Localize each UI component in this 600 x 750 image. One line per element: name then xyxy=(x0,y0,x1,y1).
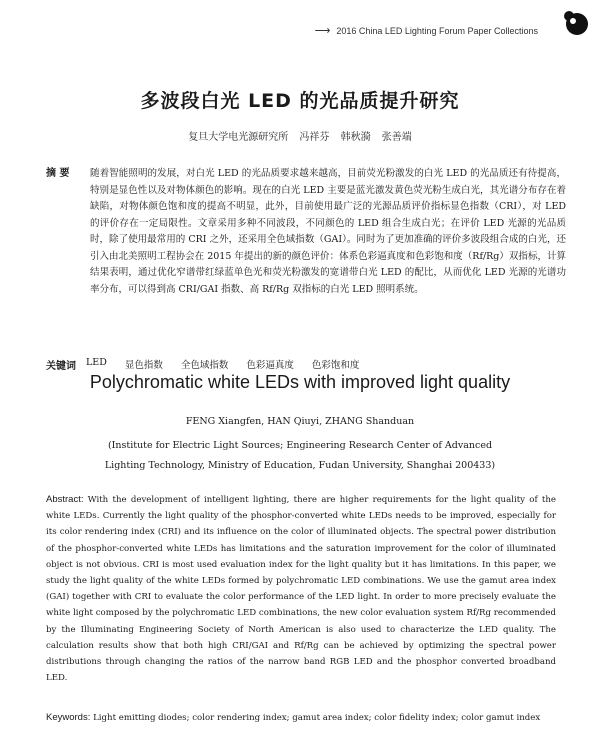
chinese-keywords-label: 关键词 xyxy=(46,361,76,372)
chinese-title: 多波段白光 LED 的光品质提升研究 xyxy=(140,90,460,112)
chinese-keyword: LED xyxy=(86,357,107,368)
english-abstract-text: With the development of intelligent lighting, there are higher requirements for the light quality of the white LEDs. Currently the light quality of the phosphor-converted white LEDs needs to be improved, especially for its color rendering index (CRI) and its influence on the color of illuminated objects. The spectral power distribution of the phosphor-converted white LEDs has limitations and the saturation improvement for the color of illuminated object is not obvious. CRI is most used evaluation index for the light quality but it has limitations. In this paper, we study the light quality of the white LEDs formed by polychromatic LED combinations. We use the gamut area index (GAI) together with CRI to evaluate the color performance of the LED light. In order to more precisely evaluate the white light composed by the polychromatic LED combinations, the new color evaluation system Rf/Rg recommended by the Illuminating Engineering Society of North American is also used to characterize the LED quality. The calculation results show that both high CRI/GAI and Rf/Rg can be achieved by optimizing the spectral power distributions through changing the ratios of the narrow band RGB LED and the phosphor converted broadband LED. xyxy=(46,495,557,684)
chinese-keyword: 色彩饱和度 xyxy=(311,360,360,371)
chinese-keyword: 显色指数 xyxy=(124,360,163,371)
chinese-abstract-text: 随着智能照明的发展，对白光 LED 的光品质要求越来越高，目前荧光粉激发的白光 LED 的光品质还有待提高，特别是显色性以及对物体颜色的影响。现在的白光 LED 主要是蓝光激发黄色荧光粉生成白光，其光谱分布存在着缺陷，对物体颜色饱和度的提高不明显，此外，目前使用最广泛的光源品质评价指标显色指数（CRI），对 LED 的评价存在一定局限性。文章采用多种不同波段，不同颜色的 LED 组合生成白光；在评价 LED 光源的光品质时，除了使用最常用的 CRI 之外，还采用全色域指数（GAI）。同时为了更加准确的评价多波段组合成的白光，还引入由北美照明工程协会在 2015 年提出的新的颜色评价：体系色彩逼真度和色彩饱和度（Rf/Rg）双指标，计算结果表明，通过优化窄谱带红绿蓝单色光和荧光粉激发的宽谱带白光 LED 的配比，从而优化 LED 光源的光谱功率分布，可以得到高 CRI/GAI 指数、高 Rf/Rg 双指标的白光 LED 照明系统。 xyxy=(90,168,566,295)
english-abstract-label: Abstract: xyxy=(46,494,84,505)
running-header xyxy=(315,24,538,37)
chinese-keyword: 全色域指数 xyxy=(180,360,229,371)
chinese-keywords xyxy=(46,357,367,372)
chinese-keyword: 色彩逼真度 xyxy=(246,360,294,371)
english-title: Polychromatic white LEDs with improved light quality xyxy=(89,372,511,392)
arrow-icon: ⟶ xyxy=(314,25,331,37)
english-authors: FENG Xiangfen, HAN Qiuyi, ZHANG Shanduan xyxy=(185,416,415,427)
forum-logo-icon xyxy=(560,6,592,38)
running-title: 2016 China LED Lighting Forum Paper Collections xyxy=(336,25,538,36)
chinese-abstract-label: 摘 要 xyxy=(46,168,70,179)
english-affiliation: (Institute for Electric Light Sources; Engineering Research Center of Advanced Lighting Technology, Ministry of Education, Fudan University, Shanghai 200433) xyxy=(104,440,496,471)
chinese-authors: 复旦大学电光源研究所 冯祥芬 韩秋漪 张善端 xyxy=(188,132,412,143)
english-keywords xyxy=(46,712,556,723)
english-abstract xyxy=(46,492,556,686)
english-keywords-text: Light emitting diodes; color rendering index; gamut area index; color fidelity index; color gamut index xyxy=(93,713,541,723)
english-keywords-label: Keywords: xyxy=(46,712,91,723)
chinese-abstract xyxy=(46,166,566,298)
